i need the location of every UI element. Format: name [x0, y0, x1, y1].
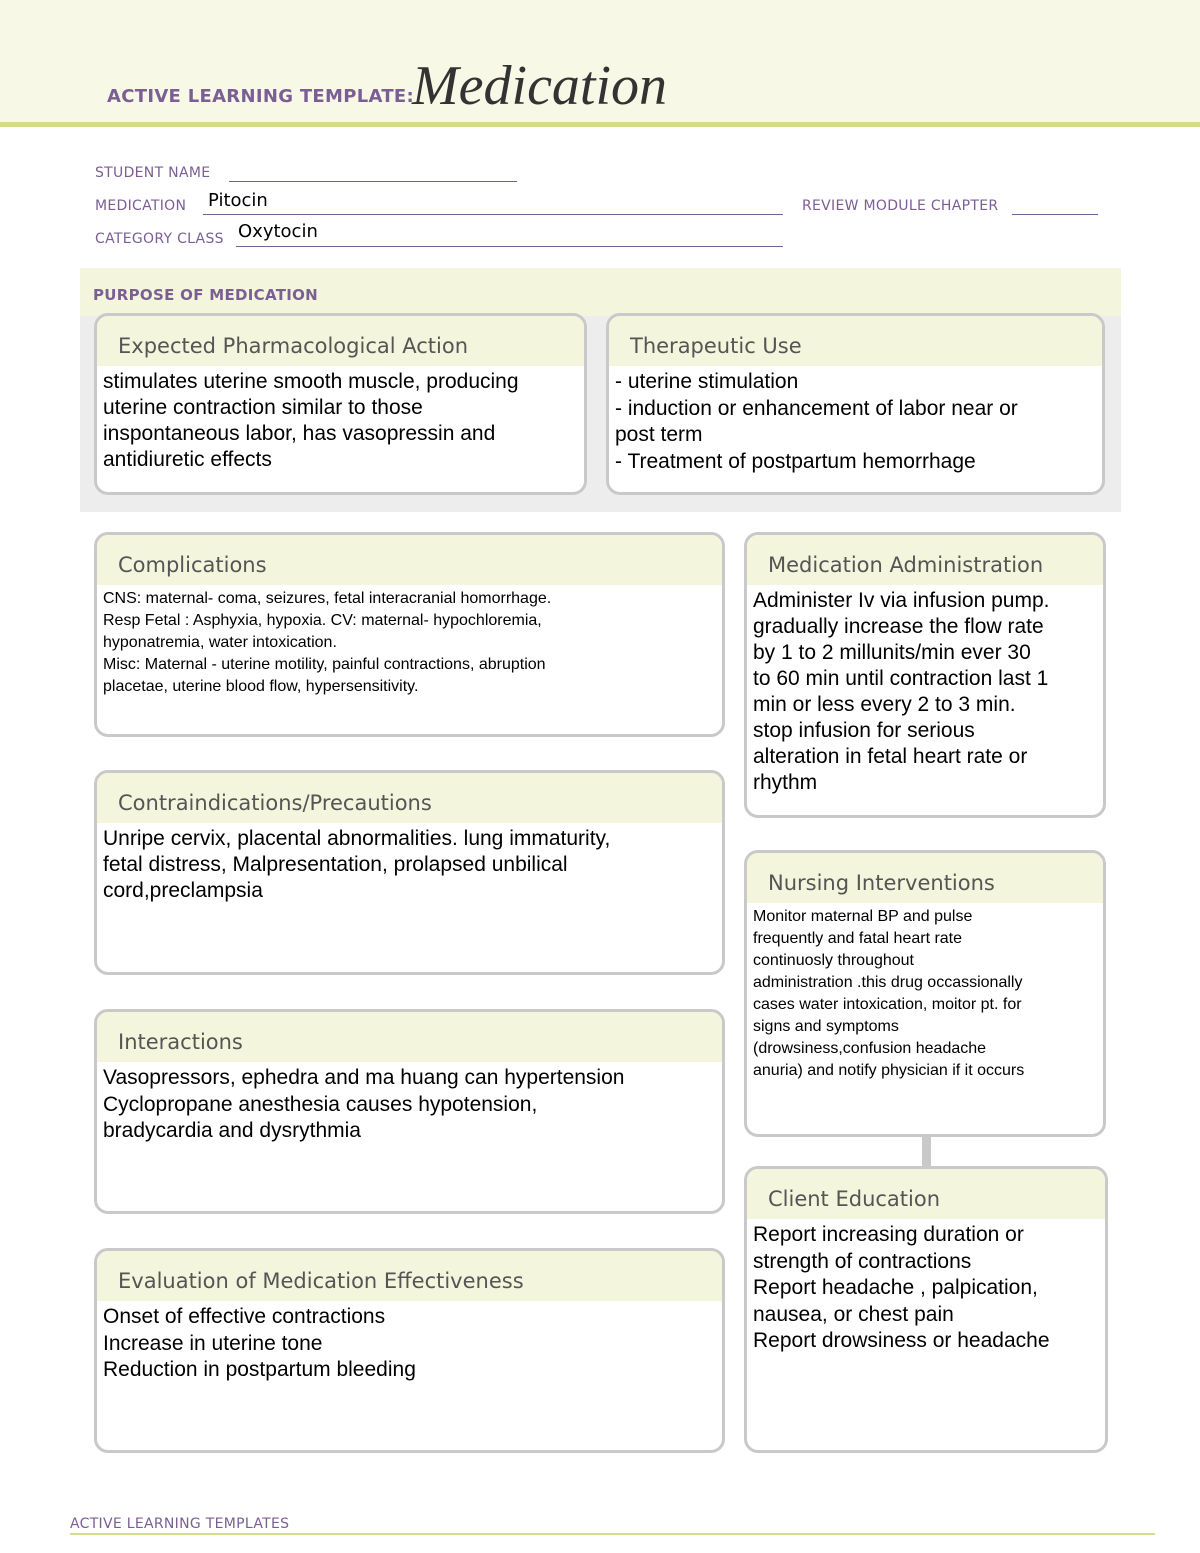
medication-line — [203, 214, 783, 215]
complications-card — [94, 532, 725, 737]
nursing-interventions-card — [744, 850, 1106, 1137]
contraindications-title: Contraindications/Precautions — [97, 773, 722, 823]
expected-action-title: Expected Pharmacological Action — [97, 316, 584, 366]
evaluation-text[interactable]: Onset of effective contractions Increase in uterine tone Reduction in postpartum bleeding — [103, 1305, 416, 1381]
medication-field[interactable]: Pitocin — [208, 190, 268, 211]
nursing-interventions-title: Nursing Interventions — [747, 853, 1103, 903]
client-education-title: Client Education — [747, 1169, 1105, 1219]
page-title: Medication — [412, 55, 668, 117]
connector-line — [922, 1136, 931, 1166]
category-class-label: CATEGORY CLASS — [95, 231, 224, 247]
medication-administration-text[interactable]: Administer Iv via infusion pump. gradually increase the flow rate by 1 to 2 millunits/min ever 30 to 60 min until contraction last 1 min or less every 2 to 3 min. stop infusion for serious alteration in fetal heart rate or rhythm — [753, 589, 1050, 794]
medication-administration-card — [744, 532, 1106, 818]
medication-label: MEDICATION — [95, 198, 187, 214]
category-class-field[interactable]: Oxytocin — [238, 221, 318, 242]
footer-rule — [70, 1533, 1155, 1535]
client-education-text[interactable]: Report increasing duration or strength of contractions Report headache , palpication, nausea, or chest pain Report drowsiness or headache — [753, 1223, 1050, 1352]
template-label: ACTIVE LEARNING TEMPLATE: — [107, 86, 414, 107]
review-module-line — [1012, 214, 1098, 215]
therapeutic-use-text[interactable]: - uterine stimulation - induction or enhancement of labor near or post term - Treatment of postpartum hemorrhage — [615, 370, 1018, 473]
medication-administration-title: Medication Administration — [747, 535, 1103, 585]
review-module-label: REVIEW MODULE CHAPTER — [802, 198, 999, 214]
contraindications-card — [94, 770, 725, 975]
header-rule — [0, 122, 1200, 127]
therapeutic-use-title: Therapeutic Use — [609, 316, 1102, 366]
evaluation-title: Evaluation of Medication Effectiveness — [97, 1251, 722, 1301]
student-name-label: STUDENT NAME — [95, 165, 211, 181]
expected-action-card — [94, 313, 587, 495]
therapeutic-use-card — [606, 313, 1105, 495]
interactions-card — [94, 1009, 725, 1214]
interactions-text[interactable]: Vasopressors, ephedra and ma huang can hypertension Cyclopropane anesthesia causes hypotension, bradycardia and dysrythmia — [103, 1066, 625, 1142]
footer-label: ACTIVE LEARNING TEMPLATES — [70, 1516, 290, 1532]
contraindications-text[interactable]: Unripe cervix, placental abnormalities. lung immaturity, fetal distress, Malpresentation, prolapsed unbilical cord,preclampsia — [103, 827, 611, 902]
interactions-title: Interactions — [97, 1012, 722, 1062]
client-education-card — [744, 1166, 1108, 1453]
student-name-line — [229, 181, 517, 182]
nursing-interventions-text[interactable]: Monitor maternal BP and pulse frequently and fatal heart rate continuosly throughout administration .this drug occassionally cases water intoxication, moitor pt. for signs and symptoms (drowsiness,confusion headache anuria) and notify physician if it occurs — [753, 908, 1025, 1079]
complications-text[interactable]: CNS: maternal- coma, seizures, fetal interacranial homorrhage. Resp Fetal : Asphyxia, hypoxia. CV: maternal- hypochloremia, hyponatremia, water intoxication. Misc: Maternal - uterine motility, painful contractions, abruption placetae, uterine blood flow, hypersensitivity. — [103, 590, 552, 695]
complications-title: Complications — [97, 535, 722, 585]
expected-action-text[interactable]: stimulates uterine smooth muscle, producing uterine contraction similar to those inspontaneous labor, has vasopressin and antidiuretic effects — [103, 370, 519, 471]
evaluation-card — [94, 1248, 725, 1453]
purpose-label: PURPOSE OF MEDICATION — [93, 286, 319, 304]
category-class-line — [236, 246, 783, 247]
